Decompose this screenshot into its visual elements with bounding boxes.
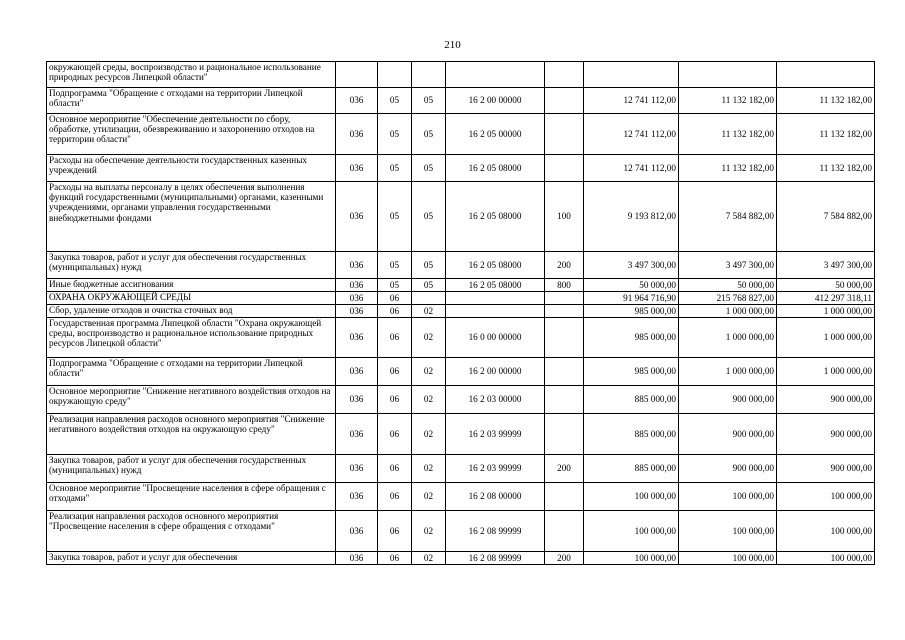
cell-sum-year-2: 900 000,00 (679, 386, 777, 414)
cell-subsection: 02 (412, 414, 446, 455)
cell-target-article: 16 2 08 99999 (446, 511, 545, 552)
cell-ved: 036 (336, 155, 378, 182)
cell-sum-year-2: 100 000,00 (679, 483, 777, 511)
cell-sum-year-1: 12 741 112,00 (584, 155, 679, 182)
cell-sum-year-2: 100 000,00 (679, 511, 777, 552)
table-row (47, 455, 875, 483)
cell-sum-year-1: 9 193 812,00 (584, 182, 679, 252)
cell-expense-type: 200 (545, 552, 584, 565)
cell-sum-year-2: 1 000 000,00 (679, 305, 777, 318)
table-row (47, 88, 875, 114)
row-name: Иные бюджетные ассигнования (47, 279, 336, 292)
cell-sum-year-3: 1 000 000,00 (777, 305, 875, 318)
table-row (47, 279, 875, 292)
cell-subsection: 05 (412, 155, 446, 182)
cell-sum-year-3: 100 000,00 (777, 552, 875, 565)
cell-sum-year-2: 11 132 182,00 (679, 88, 777, 114)
row-name: Реализация направления расходов основного мероприятия "Просвещение населения в сфере обращения с отходами" (47, 511, 336, 552)
cell-sum-year-2: 100 000,00 (679, 552, 777, 565)
cell-target-article: 16 2 03 99999 (446, 414, 545, 455)
cell-subsection: 05 (412, 182, 446, 252)
row-name: Расходы на обеспечение деятельности государственных казенных учреждений (47, 155, 336, 182)
cell-sum-year-3: 900 000,00 (777, 414, 875, 455)
cell-sum-year-1: 91 964 716,90 (584, 292, 679, 305)
cell-sum-year-3: 900 000,00 (777, 386, 875, 414)
cell-sum-year-2: 900 000,00 (679, 414, 777, 455)
cell-sum-year-1: 100 000,00 (584, 511, 679, 552)
cell-sum-year-2: 11 132 182,00 (679, 114, 777, 155)
cell-ved: 036 (336, 414, 378, 455)
cell-subsection: 05 (412, 252, 446, 279)
cell-target-article: 16 2 00 00000 (446, 358, 545, 386)
cell-sum-year-3: 1 000 000,00 (777, 358, 875, 386)
cell-sum-year-3: 412 297 318,11 (777, 292, 875, 305)
cell-section: 06 (378, 386, 412, 414)
cell-expense-type: 200 (545, 252, 584, 279)
cell-target-article: 16 2 05 08000 (446, 182, 545, 252)
table-row (47, 414, 875, 455)
cell-sum-year-2: 3 497 300,00 (679, 252, 777, 279)
cell-sum-year-1: 12 741 112,00 (584, 88, 679, 114)
cell-target-article: 16 2 03 99999 (446, 455, 545, 483)
cell-expense-type (545, 511, 584, 552)
cell-target-article (446, 305, 545, 318)
cell-sum-year-1: 985 000,00 (584, 305, 679, 318)
cell-ved (336, 62, 378, 88)
cell-expense-type (545, 292, 584, 305)
cell-subsection: 02 (412, 455, 446, 483)
cell-sum-year-2: 900 000,00 (679, 455, 777, 483)
cell-ved: 036 (336, 305, 378, 318)
cell-ved: 036 (336, 279, 378, 292)
cell-sum-year-2: 11 132 182,00 (679, 155, 777, 182)
row-name: Закупка товаров, работ и услуг для обеспечения государственных (муниципальных) нужд (47, 455, 336, 483)
cell-ved: 036 (336, 552, 378, 565)
cell-ved: 036 (336, 88, 378, 114)
cell-expense-type: 200 (545, 455, 584, 483)
cell-ved: 036 (336, 386, 378, 414)
cell-section: 05 (378, 182, 412, 252)
table-row (47, 155, 875, 182)
row-name: Основное мероприятие "Снижение негативного воздействия отходов на окружающую среду" (47, 386, 336, 414)
cell-subsection (412, 292, 446, 305)
cell-expense-type (545, 386, 584, 414)
cell-ved: 036 (336, 292, 378, 305)
row-name: Подпрограмма "Обращение с отходами на территории Липецкой области" (47, 88, 336, 114)
cell-sum-year-1: 985 000,00 (584, 318, 679, 358)
cell-subsection: 02 (412, 358, 446, 386)
cell-sum-year-1 (584, 62, 679, 88)
table-row (47, 552, 875, 565)
table-row (47, 358, 875, 386)
cell-section: 06 (378, 511, 412, 552)
cell-section: 05 (378, 88, 412, 114)
cell-sum-year-1: 885 000,00 (584, 414, 679, 455)
cell-section: 05 (378, 279, 412, 292)
cell-sum-year-2 (679, 62, 777, 88)
cell-sum-year-3: 50 000,00 (777, 279, 875, 292)
cell-subsection (412, 62, 446, 88)
cell-section: 06 (378, 552, 412, 565)
row-name: ОХРАНА ОКРУЖАЮЩЕЙ СРЕДЫ (47, 292, 336, 305)
row-name: Закупка товаров, работ и услуг для обеспечения (47, 552, 336, 565)
cell-section: 05 (378, 155, 412, 182)
cell-sum-year-3: 3 497 300,00 (777, 252, 875, 279)
cell-section: 05 (378, 114, 412, 155)
cell-subsection: 02 (412, 483, 446, 511)
cell-section: 06 (378, 318, 412, 358)
cell-sum-year-3: 11 132 182,00 (777, 88, 875, 114)
table-row (47, 386, 875, 414)
cell-sum-year-1: 100 000,00 (584, 483, 679, 511)
cell-sum-year-2: 1 000 000,00 (679, 358, 777, 386)
cell-ved: 036 (336, 455, 378, 483)
table-row (47, 511, 875, 552)
cell-sum-year-3: 7 584 882,00 (777, 182, 875, 252)
cell-section (378, 62, 412, 88)
cell-subsection: 05 (412, 279, 446, 292)
cell-expense-type (545, 155, 584, 182)
cell-sum-year-3: 11 132 182,00 (777, 114, 875, 155)
cell-target-article: 16 2 05 08000 (446, 155, 545, 182)
cell-target-article: 16 2 08 99999 (446, 552, 545, 565)
cell-target-article: 16 2 05 08000 (446, 252, 545, 279)
cell-expense-type: 100 (545, 182, 584, 252)
row-name: Сбор, удаление отходов и очистка сточных вод (47, 305, 336, 318)
cell-sum-year-1: 885 000,00 (584, 386, 679, 414)
table-row (47, 252, 875, 279)
cell-sum-year-2: 7 584 882,00 (679, 182, 777, 252)
cell-expense-type (545, 483, 584, 511)
cell-ved: 036 (336, 182, 378, 252)
cell-sum-year-3 (777, 62, 875, 88)
cell-sum-year-2: 50 000,00 (679, 279, 777, 292)
cell-expense-type (545, 414, 584, 455)
cell-subsection: 02 (412, 552, 446, 565)
page-number: 210 (444, 39, 461, 51)
table-row (47, 305, 875, 318)
cell-sum-year-3: 11 132 182,00 (777, 155, 875, 182)
cell-section: 06 (378, 292, 412, 305)
row-name: Государственная программа Липецкой области "Охрана окружающей среды, воспроизводство и рациональное использование природных ресурсов Липецкой области" (47, 318, 336, 358)
cell-ved: 036 (336, 358, 378, 386)
cell-sum-year-2: 1 000 000,00 (679, 318, 777, 358)
row-name: Реализация направления расходов основного мероприятия "Снижение негативного воздействия отходов на окружающую среду" (47, 414, 336, 455)
cell-expense-type: 800 (545, 279, 584, 292)
cell-sum-year-1: 885 000,00 (584, 455, 679, 483)
cell-target-article (446, 62, 545, 88)
row-name: Основное мероприятие "Просвещение населения в сфере обращения с отходами" (47, 483, 336, 511)
table-row (47, 483, 875, 511)
cell-section: 06 (378, 358, 412, 386)
cell-sum-year-3: 1 000 000,00 (777, 318, 875, 358)
row-name: окружающей среды, воспроизводство и рациональное использование природных ресурсов Липецкой области" (47, 62, 336, 88)
cell-target-article: 16 2 05 08000 (446, 279, 545, 292)
cell-target-article: 16 2 03 00000 (446, 386, 545, 414)
cell-section: 06 (378, 414, 412, 455)
cell-subsection: 02 (412, 386, 446, 414)
row-name: Расходы на выплаты персоналу в целях обеспечения выполнения функций государственными (муниципальными) органами, казенными учреждениями, органами управления государственными внебюджетными фондами (47, 182, 336, 252)
row-name: Подпрограмма "Обращение с отходами на территории Липецкой области" (47, 358, 336, 386)
cell-expense-type (545, 305, 584, 318)
cell-ved: 036 (336, 483, 378, 511)
cell-target-article: 16 2 05 00000 (446, 114, 545, 155)
cell-sum-year-1: 100 000,00 (584, 552, 679, 565)
cell-sum-year-3: 900 000,00 (777, 455, 875, 483)
row-name: Основное мероприятие "Обеспечение деятельности по сбору, обработке, утилизации, обезвреживанию и захоронению отходов на территории области" (47, 114, 336, 155)
cell-expense-type (545, 318, 584, 358)
cell-ved: 036 (336, 318, 378, 358)
cell-expense-type (545, 114, 584, 155)
cell-sum-year-1: 50 000,00 (584, 279, 679, 292)
cell-subsection: 05 (412, 114, 446, 155)
cell-section: 05 (378, 252, 412, 279)
cell-ved: 036 (336, 511, 378, 552)
cell-expense-type (545, 88, 584, 114)
table-row (47, 318, 875, 358)
cell-expense-type (545, 358, 584, 386)
cell-section: 06 (378, 305, 412, 318)
cell-sum-year-1: 985 000,00 (584, 358, 679, 386)
cell-subsection: 02 (412, 318, 446, 358)
cell-expense-type (545, 62, 584, 88)
cell-target-article: 16 0 00 00000 (446, 318, 545, 358)
cell-subsection: 05 (412, 88, 446, 114)
table-row (47, 182, 875, 252)
cell-sum-year-2: 215 768 827,00 (679, 292, 777, 305)
table-row (47, 114, 875, 155)
cell-sum-year-3: 100 000,00 (777, 511, 875, 552)
cell-target-article: 16 2 00 00000 (446, 88, 545, 114)
cell-subsection: 02 (412, 305, 446, 318)
cell-sum-year-1: 12 741 112,00 (584, 114, 679, 155)
cell-ved: 036 (336, 252, 378, 279)
table-row (47, 292, 875, 305)
cell-sum-year-3: 100 000,00 (777, 483, 875, 511)
cell-section: 06 (378, 483, 412, 511)
cell-section: 06 (378, 455, 412, 483)
cell-sum-year-1: 3 497 300,00 (584, 252, 679, 279)
cell-target-article: 16 2 08 00000 (446, 483, 545, 511)
budget-table (46, 61, 875, 565)
cell-target-article (446, 292, 545, 305)
cell-subsection: 02 (412, 511, 446, 552)
row-name: Закупка товаров, работ и услуг для обеспечения государственных (муниципальных) нужд (47, 252, 336, 279)
cell-ved: 036 (336, 114, 378, 155)
table-row (47, 62, 875, 88)
